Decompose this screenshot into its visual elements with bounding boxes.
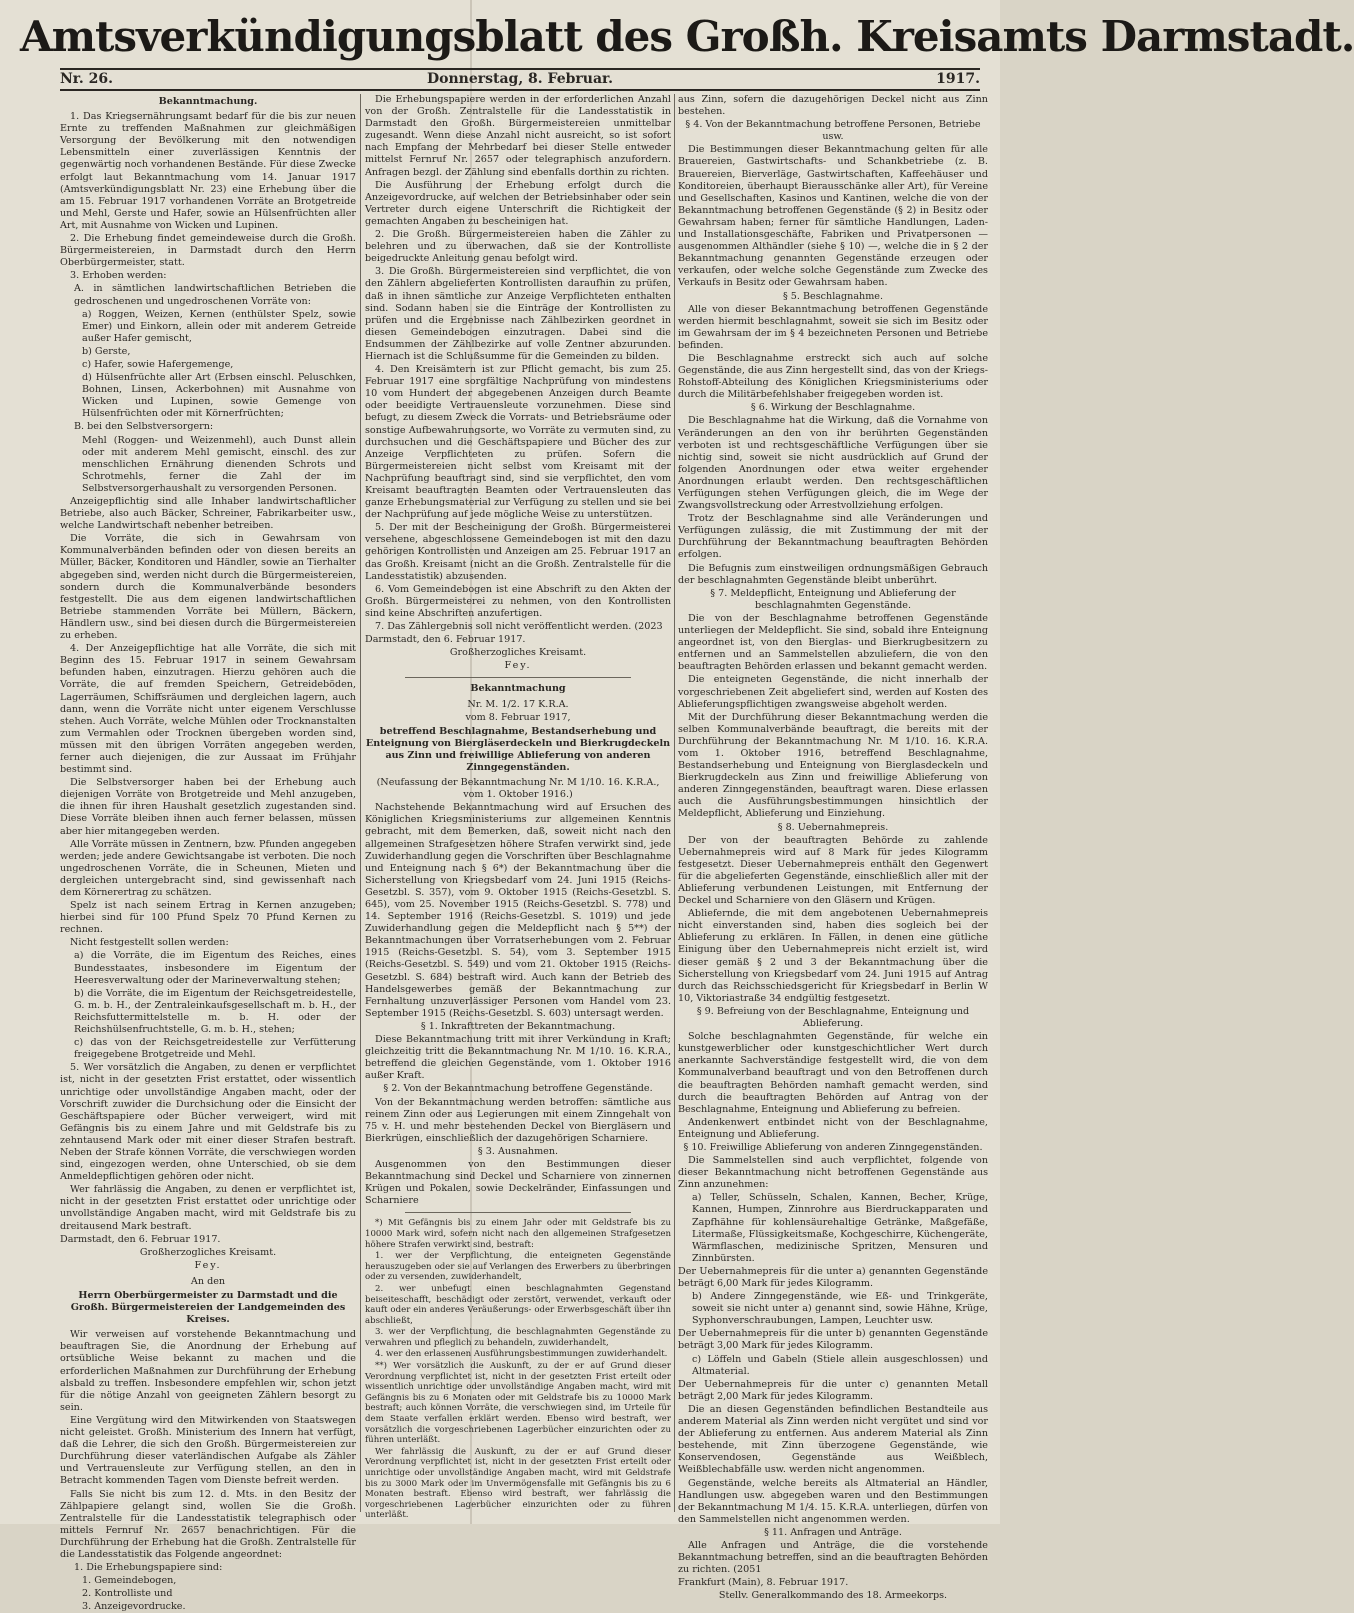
sub-item: 3. Anzeigevordrucke. (82, 1601, 186, 1613)
list-item: a) die Vorräte, die im Eigentum des Reiches, eines Bundesstaates, insbesondere im Eigentum der Heeresverwaltung oder der Marineverwaltung stehen; (74, 950, 356, 986)
footnote: *) Mit Gefängnis bis zu einem Jahr oder mit Geldstrafe bis zu 10000 Mark wird, sofern nicht nach den allgemeinen Strafgesetzen höhere Strafen verwirkt sind, bestraft: (365, 1218, 671, 1250)
paragraph: Die Ausführung der Erhebung erfolgt durch die Anzeigevordrucke, auf welchen der Betriebsinhaber oder sein Vertreter durch eigene Unterschrift die Richtigkeit der gemachten Angaben zu bescheinigen hat. (365, 179, 671, 227)
centered-line: § 2. Von der Bekanntmachung betroffene Gegenstände. (383, 1083, 653, 1095)
paragraph: Nachstehende Bekanntmachung wird auf Ersuchen des Königlichen Kriegsministeriums zur allgemeinen Kenntnis gebracht, mit dem Bemerken, daß, soweit nicht nach den allgemeinen Strafgesetzen höhere Strafen verwirkt sind, jede Zuwiderhandlung gegen die Vorschriften über Beschlagnahme und Enteignung nach § 6*) der Bekanntmachung über die Sicherstellung von Kriegsbedarf vom 24. Juni 1915 (Reichs-Gesetzbl. S. 357), vom 9. Oktober 1915 (Reichs-Gesetzbl. S. 645), vom 25. November 1915 (Reichs-Gesetzbl. S. 778) und 14. September 1916 (Reichs-Gesetzbl. S. 1019) und jede Zuwiderhandlung gegen die Meldepflicht nach § 5**) der Bekanntmachungen über Vorratserhebungen vom 2. Februar 1915 (Reichs-Gesetzbl. S. 54), vom 3. September 1915 (Reichs-Gesetzbl. S. 549) und vom 21. Oktober 1915 (Reichs-Gesetzbl. S. 684) bestraft wird. Auch kann der Betrieb des Handelsgewerbes gemäß der Bekanntmachung zur Fernhaltung unzuverlässiger Personen vom Handel vom 23. September 1915 (Reichs-Gesetzbl. S. 603) untersagt werden. (365, 802, 671, 1019)
paragraph: Die Beschlagnahme erstreckt sich auch auf solche Gegenstände, die aus Zinn hergestellt sind, das von der Kriegs-Rohstoff-Abteilung des Königlichen Kriegsministeriums oder durch die Militärbefehlshaber freigegeben worden ist. (678, 352, 988, 401)
paragraph: Die Bestimmungen dieser Bekanntmachung gelten für alle Brauereien, Gastwirtschafts- und Schankbetriebe (z. B. Brauereien, Bierverläge, Gastwirtschaften, Kaffeehäuser und Konditoreien, überhaupt Bierausschänke aller Art), für Vereine und Gesellschaften, Kasinos und Kantinen, welche die von der Bekanntmachung betroffenen Gegenstände (§ 2) in Besitz oder Gewahrsam haben; ferner für sämtliche Handlungen, Laden- und Installationsgeschäfte, Fabriken und Privatpersonen — ausgenommen Althändler (siehe § 10) —, welche die in § 2 der Bekanntmachung genannten Gegenstände erzeugen oder verkaufen, oder welche solche Gegenstände zum Zwecke des Verkaufs in Besitz oder Gewahrsam haben. (678, 144, 988, 289)
paragraph: Spelz ist nach seinem Ertrag in Kernen anzugeben; hierbei sind für 100 Pfund Spelz 70 Pfund Kernen zu rechnen. (60, 900, 356, 936)
paragraph: 2. Die Großh. Bürgermeistereien haben die Zähler zu belehren und zu überwachen, daß sie der Kontrolliste beigedruckte Anleitung genau befolgt wird. (365, 229, 671, 265)
paragraph: 3. Erhoben werden: (70, 270, 167, 282)
footnote: 1. wer der Verpflichtung, die enteigneten Gegenstände herauszugeben oder sie auf Verlangen des Erwerbers zu überbringen oder zu versenden, zuwiderhandelt, (365, 1251, 671, 1283)
column-middle (365, 94, 671, 1521)
centered-line: Nr. M. 1/2. 17 K.R.A. (467, 698, 569, 710)
separator-rule (405, 677, 631, 678)
paragraph: Solche beschlagnahmten Gegenstände, für welche ein kunstgewerblicher oder kunstgeschichtlicher Wert durch anerkannte Sachverständige festgestellt wird, die von dem Kommunalverband beauftragt und von den Betroffenen durch die beauftragten Behörden namhaft gemacht werden, sind durch die beauftragten Behörden auf Antrag von der Beschlagnahme, Enteignung und Ablieferung zu befreien. (678, 1031, 988, 1115)
footnote: 3. wer der Verpflichtung, die beschlagnahmten Gegenstände zu verwahren und pfleglich zu behandeln, zuwiderhandelt, (365, 1327, 671, 1348)
paragraph: Die Vorräte, die sich in Gewahrsam von Kommunalverbänden befinden oder von diesen bereits an Müller, Bäcker, Konditoren und Händler, sowie an Tierhalter abgegeben sind, werden nicht durch die Bürgermeistereien, sondern durch die Kommunalverbände besonders festgestellt. Die aus dem eigenen landwirtschaftlichen Betriebe stammenden Vorräte bei Müllern, Bäckern, Händlern usw., sind bei diesen durch die Bürgermeistereien zu erheben. (60, 533, 356, 642)
paragraph: Der Uebernahmepreis für die unter a) genannten Gegenstände beträgt 6,00 Mark für jedes Kilogramm. (678, 1265, 988, 1289)
paragraph: Wer fahrlässig die Angaben, zu denen er verpflichtet ist, nicht in der gesetzten Frist erstattet oder unrichtige oder unvollständige Angaben macht, wird mit Geldstrafe bis zu dreitausend Mark bestraft. (60, 1184, 356, 1232)
sub-item: 1. Gemeindebogen, (82, 1575, 177, 1587)
paragraph: Nicht festgestellt sollen werden: (70, 937, 229, 949)
issue-date: Donnerstag, 8. Februar. (426, 71, 614, 87)
signature: Fey. (194, 1259, 222, 1271)
list-item: c) Löffeln und Gabeln (Stiele allein ausgeschlossen) und Altmaterial. (692, 1353, 988, 1377)
centered-line: § 6. Wirkung der Beschlagnahme. (750, 402, 916, 414)
issue-year: 1917. (936, 71, 980, 87)
paragraph: Anzeigepflichtig sind alle Inhaber landwirtschaftlicher Betriebe, also auch Bäcker, Schreiner, Fabrikarbeiter usw., welche Landwirtschaft nebenher betreiben. (60, 496, 356, 532)
list-item: b) die Vorräte, die im Eigentum der Reichsgetreidestelle, G. m. b. H., der Zentraleinkaufsgesellschaft m. b. H., der Reichsfuttermittelstelle m. b. H. oder der Reichshülsenfruchtstelle, G. m. b. H., stehen; (74, 987, 356, 1036)
paragraph: Die Selbstversorger haben bei der Erhebung auch diejenigen Vorräte von Brotgetreide und Mehl anzugeben, die ihnen für ihren Haushalt gesetzlich zugestanden sind. Diese Vorräte bleiben ihnen auch ferner belassen, müssen aber hier mitangegeben werden. (60, 777, 356, 837)
paragraph: 4. Der Anzeigepflichtige hat alle Vorräte, die sich mit Beginn des 15. Februar 1917 in seinem Gewahrsam befunden haben, einzutragen. Hierzu gehören auch die Vorräte, die auf fremden Speichern, Getreideböden, Lagerräumen, Schiffsräumen und dergleichen lagern, auch dann, wenn die Vorräte nicht unter eigenem Verschlusse stehen. Auch Vorräte, welche Mühlen oder Trocknanstalten zum Vermahlen oder Trocknen übergeben worden sind, müssen mit den übrigen Vorräten angegeben werden, ferner auch diejenigen, die zur Aussaat im Frühjahr bestimmt sind. (60, 643, 356, 776)
paragraph: Ausgenommen von den Bestimmungen dieser Bekanntmachung sind Deckel und Scharniere von zinnernen Krügen und Pokalen, sowie Deckelränder, Einfassungen und Scharniere (365, 1158, 671, 1207)
column-divider (674, 94, 675, 1512)
paragraph: Gegenstände, welche bereits als Altmaterial an Händler, Handlungen usw. abgegeben waren und den Bestimmungen der Bekanntmachung M 1/4. 15. K.R.A. unterliegen, dürfen von den Sammelstellen nicht angenommen werden. (678, 1477, 988, 1525)
centered-line: § 1. Inkrafttreten der Bekanntmachung. (420, 1020, 616, 1032)
centered-line: § 3. Ausnahmen. (477, 1145, 559, 1157)
signature: Fey. (504, 660, 532, 672)
sub-item: Mehl (Roggen- und Weizenmehl), auch Dunst allein oder mit anderem Mehl gemischt, einschl. des zur menschlichen Ernährung dienenden Schrots und Schrotmehls, ferner die Zahl der im Selbstversorgerhaushalt zu versorgenden Personen. (82, 434, 356, 494)
centered-line: vom 8. Februar 1917, (465, 711, 571, 723)
centered-line: § 7. Meldepflicht, Enteignung und Ablieferung der beschlagnahmten Gegenstände. (710, 587, 956, 611)
section-heading: Bekanntmachung. (158, 96, 258, 107)
sub-item: a) Roggen, Weizen, Kernen (enthülster Spelz, sowie Emer) und Einkorn, allein oder mit anderem Getreide außer Hafer gemischt, (82, 308, 356, 344)
paragraph: 5. Der mit der Bescheinigung der Großh. Bürgermeisterei versehene, abgeschlossene Gemeindebogen ist mit den dazu gehörigen Kontrollisten und Anzeigen am 25. Februar 1917 an das Großh. Kreisamt (nicht an die Großh. Zentralstelle für die Landesstatistik) abzusenden. (365, 522, 671, 582)
paragraph: Die Befugnis zum einstweiligen ordnungsmäßigen Gebrauch der beschlagnahmten Gegenstände bleibt unberührt. (678, 562, 988, 586)
paragraph: Alle Vorräte müssen in Zentnern, bzw. Pfunden angegeben werden; jede andere Gewichtsangabe ist verboten. Die noch ungedroschenen Vorräte, die in Scheunen, Mieten und dergleichen untergebracht sind, sind gewissenhaft nach dem Körnerertrag zu schätzen. (60, 838, 356, 898)
issue-bar (60, 70, 980, 88)
column-right (678, 94, 988, 1602)
paragraph: Darmstadt, den 6. Februar 1917. (365, 634, 526, 646)
list-item: a) Teller, Schüsseln, Schalen, Kannen, Becher, Krüge, Kannen, Humpen, Zinnrohre aus Bierdruckapparaten und Zapfhähne für kohlensäurehaltige Getränke, Maßgefäße, Litermaße, Flüssigkeitsmaße, Kochgeschirre, Küchengeräte, Wärmflaschen, medizinische Spritzen, Mensuren und Zinnbürsten. (692, 1192, 988, 1264)
centered-line: § 4. Von der Bekanntmachung betroffene Personen, Betriebe usw. (685, 119, 981, 143)
centered-line: § 11. Anfragen und Anträge. (764, 1526, 902, 1538)
centered-line: § 5. Beschlagnahme. (782, 290, 884, 302)
section-heading: betreffend Beschlagnahme, Bestandserhebung und Enteignung von Biergläserdeckeln und Bierkrugdeckeln aus Zinn und freiwillige Ablieferung von anderen Zinngegenständen. (365, 725, 671, 773)
footnote: 2. wer unbefugt einen beschlagnahmten Gegenstand beiseiteschafft, beschädigt oder zerstört, verwendet, verkauft oder kauft oder ein anderes Veräußerungs- oder Erwerbsgeschäft über ihn abschließt, (365, 1283, 671, 1326)
paragraph: Der Uebernahmepreis für die unter c) genannten Metall beträgt 2,00 Mark für jedes Kilogramm. (678, 1378, 988, 1402)
centered-line: § 9. Befreiung von der Beschlagnahme, Enteignung und Ablieferung. (696, 1005, 970, 1030)
column-divider (360, 94, 361, 1512)
centered-line: § 10. Freiwillige Ablieferung von anderen Zinngegenständen. (683, 1141, 983, 1153)
list-item: A. in sämtlichen landwirtschaftlichen Betrieben die gedroschenen und ungedroschenen Vorräte von: (74, 283, 356, 307)
paragraph: 1. Das Kriegsernährungsamt bedarf für die bis zur neuen Ernte zu treffenden Maßnahmen zur gleichmäßigen Versorgung der Bevölkerung mit den notwendigen Lebensmitteln einer zuverlässigen Kenntnis der gegenwärtig noch vorhandenen Bestände. Für diese Zwecke erfolgt laut Bekanntmachung vom 14. Januar 1917 (Amtsverkündigungsblatt Nr. 23) eine Erhebung über die am 15. Februar 1917 vorhandenen Vorräte an Brotgetreide und Mehl, Gerste und Hafer, sowie an Hülsenfrüchten aller Art, mit Ausnahme von Wicken und Lupinen. (60, 111, 356, 231)
paragraph: Der Uebernahmepreis für die unter b) genannten Gegenstände beträgt 3,00 Mark für jedes Kilogramm. (678, 1328, 988, 1352)
centered-line: Stellv. Generalkommando des 18. Armeekorps. (718, 1590, 948, 1602)
footnote: 4. wer den erlassenen Ausführungsbestimmungen zuwiderhandelt. (375, 1349, 668, 1360)
paragraph: Von der Bekanntmachung werden betroffen: sämtliche aus reinem Zinn oder aus Legierungen mit einem Zinngehalt von 75 v. H. und mehr bestehenden Deckel von Biergläsern und Bierkrügen, einschließlich der dazugehörigen Scharniere. (365, 1096, 671, 1144)
centered-line: § 8. Uebernahmepreis. (777, 821, 889, 833)
footnote: Wer fahrlässig die Auskunft, zu der er auf Grund dieser Verordnung verpflichtet ist, nicht in der gesetzten Frist erteilt oder unrichtige oder unvollständige Angaben macht, wird mit Geldstrafe bis zu 3000 Mark oder im Unvermögensfalle mit Gefängnis bis zu 6 Monaten bestraft. Ebenso wird bestraft, wer fahrlässig die vorgeschriebenen Lagerbücher einzurichten oder zu führen unterläßt. (365, 1446, 671, 1521)
centered-line: An den (190, 1275, 226, 1287)
sub-item: b) Gerste, (82, 345, 131, 357)
sub-item: d) Hülsenfrüchte aller Art (Erbsen einschl. Peluschken, Bohnen, Linsen, Ackerbohnen) mit Ausnahme von Wicken und Lupinen, sowie Gemenge von Hülsenfrüchten oder mit Körnerfrüchten; (82, 372, 356, 420)
list-item: c) das von der Reichsgetreidestelle zur Verfütterung freigegebene Brotgetreide und Mehl. (74, 1037, 356, 1061)
paragraph: Eine Vergütung wird den Mitwirkenden von Staatswegen nicht geleistet. Großh. Ministerium des Innern hat verfügt, daß die Lehrer, die sich den Großh. Bürgermeistereien zur Durchführung dieser vaterländischen Aufgabe als Zähler und Vertrauensleute zur Verfügung stellen, an den in Betracht kommenden Tagen vom Dienste befreit werden. (60, 1414, 356, 1487)
paragraph: 2. Die Erhebung findet gemeindeweise durch die Großh. Bürgermeistereien, in Darmstadt durch den Herrn Oberbürgermeister, statt. (60, 233, 356, 269)
paragraph: Diese Bekanntmachung tritt mit ihrer Verkündung in Kraft; gleichzeitig tritt die Bekanntmachung Nr. M 1/10. 16. K.R.A., betreffend die gleichen Gegenstände, vom 1. Oktober 1916 außer Kraft. (365, 1034, 671, 1082)
paragraph: Die an diesen Gegenständen befindlichen Bestandteile aus anderem Material als Zinn werden nicht vergütet und sind vor der Ablieferung zu entfernen. Aus anderem Material als Zinn bestehende, mit Zinn überzogene Gegenstände, wie Konservendosen, Gegenstände aus Weißblech, Weißblechabfälle usw. werden nicht angenommen. (678, 1403, 988, 1476)
centered-line: Großherzogliches Kreisamt. (449, 647, 587, 659)
paragraph: Der von der beauftragten Behörde zu zahlende Uebernahmepreis wird auf 8 Mark für jedes Kilogramm festgesetzt. Dieser Uebernahmepreis enthält den Gegenwert für die abgelieferten Gegenstände, einschließlich aller mit der Ablieferung verbundenen Leistungen, mit Entfernung der Deckel und Scharniere von den Gläsern und Krügen. (678, 834, 988, 907)
paragraph: Falls Sie nicht bis zum 12. d. Mts. in den Besitz der Zählpapiere gelangt sind, wollen Sie die Großh. Zentralstelle für die Landesstatistik telegraphisch oder mittels Fernruf Nr. 2657 benachrichtigen. Für die Durchführung der Erhebung hat die Großh. Zentralstelle für die Landesstatistik das Folgende angeordnet: (60, 1488, 356, 1560)
list-item: 1. Die Erhebungspapiere sind: (74, 1562, 223, 1574)
masthead-rule-bottom (60, 89, 980, 91)
section-heading: Herrn Oberbürgermeister zu Darmstadt und die Großh. Bürgermeistereien der Landgemeinden des Kreises. (70, 1290, 346, 1326)
masthead: Amtsverkündigungsblatt des Großh. Kreisamts Darmstadt. (20, 12, 1354, 61)
paragraph: 7. Das Zählergebnis soll nicht veröffentlicht werden. (2023 (375, 621, 663, 633)
list-item: B. bei den Selbstversorgern: (74, 421, 214, 433)
separator-rule (405, 1212, 631, 1213)
section-heading: Bekanntmachung (470, 683, 566, 695)
paragraph: 6. Vom Gemeindebogen ist eine Abschrift zu den Akten der Großh. Bürgermeisterei zu nehmen, von den Kontrollisten sind keine Abschriften anzufertigen. (365, 583, 671, 619)
sub-item: c) Hafer, sowie Hafergemenge, (82, 358, 234, 370)
paragraph: Andenkenwert entbindet nicht von der Beschlagnahme, Enteignung und Ablieferung. (678, 1116, 988, 1140)
paragraph: Die enteigneten Gegenstände, die nicht innerhalb der vorgeschriebenen Zeit abgeliefert sind, werden auf Kosten des Ablieferungspflichtigen zwangsweise abgeholt werden. (678, 674, 988, 710)
paragraph: Abliefernde, die mit dem angebotenen Uebernahmepreis nicht einverstanden sind, haben dies sogleich bei der Ablieferung zu erklären. In Fällen, in denen eine gütliche Einigung über den Uebernahmepreis nicht erzielt ist, wird dieser gemäß § 2 und 3 der Bekanntmachung über die Sicherstellung von Kriegsbedarf vom 24. Juni 1915 auf Antrag durch das Reichsschiedsgericht für Kriegsbedarf in Berlin W 10, Viktoriastraße 34 endgültig festgesetzt. (678, 908, 988, 1004)
paragraph: aus Zinn, sofern die dazugehörigen Deckel nicht aus Zinn bestehen. (678, 94, 988, 118)
paragraph: Die Sammelstellen sind auch verpflichtet, folgende von dieser Bekanntmachung nicht betroffenen Gegenstände aus Zinn anzunehmen: (678, 1155, 988, 1191)
paragraph: Die Beschlagnahme hat die Wirkung, daß die Vornahme von Veränderungen an den von ihr berührten Gegenständen verboten ist und rechtsgeschäftliche Verfügungen über sie nichtig sind, soweit sie nicht ausdrücklich auf Grund der folgenden Anordnungen oder etwa weiter ergehender Anordnungen erlaubt werden. Den rechtsgeschäftlichen Verfügungen stehen Verfügungen gleich, die im Wege der Zwangsvollstreckung oder Arrestvollziehung erfolgen. (678, 415, 988, 512)
paragraph: Trotz der Beschlagnahme sind alle Veränderungen und Verfügungen zulässig, die mit Zustimmung der mit der Durchführung der Bekanntmachung beauftragten Behörden erfolgen. (678, 513, 988, 561)
paragraph: Frankfurt (Main), 8. Februar 1917. (678, 1577, 849, 1589)
footnote: **) Wer vorsätzlich die Auskunft, zu der er auf Grund dieser Verordnung verpflichtet ist, nicht in der gesetzten Frist erteilt oder wissentlich unrichtige oder unvollständige Angaben macht, wird mit Gefängnis bis zu 6 Monaten oder mit Geldstrafe bis zu 10000 Mark bestraft; auch können Vorräte, die verschwiegen sind, im Urteile für dem Staate verfallen erklärt werden. Ebenso wird bestraft, wer vorsätzlich die vorgeschriebenen Lagerbücher einzurichten oder zu führen unterläßt. (365, 1361, 671, 1446)
column-left (60, 94, 356, 1613)
paragraph: 4. Den Kreisämtern ist zur Pflicht gemacht, bis zum 25. Februar 1917 eine sorgfältige Nachprüfung von mindestens 10 vom Hundert der abgegebenen Anzeigen durch Beamte oder beeidigte Vertrauensleute vorzunehmen. Diese sind befugt, zu diesem Zweck die Vorrats- und Betriebsräume oder sonstige Aufbewahrungsorte, wo Vorräte zu vermuten sind, zu durchsuchen und die Geschäftspapiere und Bücher des zur Anzeige Verpflichteten zu prüfen. Sofern die Bürgermeistereien nicht selbst vom Kreisamt mit der Nachprüfung beauftragt sind, sind sie verpflichtet, den vom Kreisamt beauftragten Beamten oder Vertrauensleuten das ganze Erhebungsmaterial zur Verfügung zu stellen und sie bei der Nachprüfung auf jede mögliche Weise zu unterstützen. (365, 364, 671, 521)
centered-line: Großherzogliches Kreisamt. (139, 1246, 277, 1258)
list-item: b) Andere Zinngegenstände, wie Eß- und Trinkgeräte, soweit sie nicht unter a) genannt sind, sowie Hähne, Krüge, Syphonverschraubungen, Lampen, Leuchter usw. (692, 1291, 988, 1327)
sub-item: 2. Kontrolliste und (82, 1588, 173, 1600)
paragraph: Darmstadt, den 6. Februar 1917. (60, 1233, 221, 1245)
paragraph: Alle von dieser Bekanntmachung betroffenen Gegenstände werden hiermit beschlagnahmt, soweit sie sich im Besitz oder im Gewahrsam der im § 4 bezeichneten Personen und Betriebe befinden. (678, 303, 988, 351)
paragraph: Wir verweisen auf vorstehende Bekanntmachung und beauftragen Sie, die Anordnung der Erhebung auf ortsübliche Weise bekannt zu machen und die erforderlichen Maßnahmen zur Durchführung der Erhebung alsbald zu treffen. Insbesondere empfehlen wir, schon jetzt für die nötige Anzahl von geeigneten Zählern besorgt zu sein. (60, 1329, 356, 1413)
paragraph: Mit der Durchführung dieser Bekanntmachung werden die selben Kommunalverbände beauftragt, die bereits mit der Durchführung der Bekanntmachung Nr. M 1/10. 16. K.R.A. vom 1. Oktober 1916, betreffend Beschlagnahme, Bestandserhebung und Enteignung von Bierglasdeckeln und Bierkrugdeckeln aus Zinn und freiwillige Ablieferung von anderen Zinngegenständen, beauftragt waren. Diese erlassen auch die Ausführungsbestimmungen hinsichtlich der Meldepflicht, Ablieferung und Einziehung. (678, 711, 988, 820)
paragraph: Die von der Beschlagnahme betroffenen Gegenstände unterliegen der Meldepflicht. Sie sind, sobald ihre Enteignung angeordnet ist, von den Bierglas- und Bierkrugbesitzern zu entfernen und an Sammelstellen abzuliefern, die von den beauftragten Behörden erlassen und bekannt gemacht werden. (678, 612, 988, 673)
centered-line: (Neufassung der Bekanntmachung Nr. M 1/10. 16. K.R.A., vom 1. Oktober 1916.) (376, 777, 660, 801)
paragraph: Die Erhebungspapiere werden in der erforderlichen Anzahl von der Großh. Zentralstelle für die Landesstatistik in Darmstadt den Großh. Bürgermeistereien unmittelbar zugesandt. Wenn diese Anzahl nicht ausreicht, so ist sofort nach Empfang der Mehrbedarf bei dieser Stelle entweder mittelst Fernruf Nr. 2657 oder telegraphisch anzufordern. Anfragen bezgl. der Zählung sind ebenfalls dorthin zu richten. (365, 94, 671, 178)
paragraph: Alle Anfragen und Anträge, die die vorstehende Bekanntmachung betreffen, sind an die beauftragten Behörden zu richten. (2051 (678, 1539, 988, 1576)
paragraph: 5. Wer vorsätzlich die Angaben, zu denen er verpflichtet ist, nicht in der gesetzten Frist erstattet, oder wissentlich unrichtige oder unvollständige Angaben macht, oder der Vorschrift zuwider die Durchsichung oder die Einsicht der Geschäftspapiere oder Bücher verweigert, wird mit Gefängnis bis zu einem Jahre und mit Geldstrafe bis zu zehntausend Mark oder mit einer dieser Strafen bestraft. Neben der Strafe können Vorräte, die verschwiegen worden sind, eingezogen werden, ohne Unterschied, ob sie dem Anmeldepflichtigen gehören oder nicht. (60, 1062, 356, 1183)
paragraph: 3. Die Großh. Bürgermeistereien sind verpflichtet, die von den Zählern abgelieferten Kontrollisten daraufhin zu prüfen, daß in ihnen sämtliche zur Anzeige Verpflichteten enthalten sind. Sodann haben sie die Einträge der Kontrollisten zu prüfen und die Ergebnisse nach Zählbezirken geordnet in diesen Gemeindebogen einzutragen. Dabei sind die Endsummen der Zählbezirke auf volle Zentner abzurunden. Hiernach ist die Schlußsumme für die Gemeinden zu bilden. (365, 266, 671, 362)
issue-number: Nr. 26. (60, 71, 113, 87)
